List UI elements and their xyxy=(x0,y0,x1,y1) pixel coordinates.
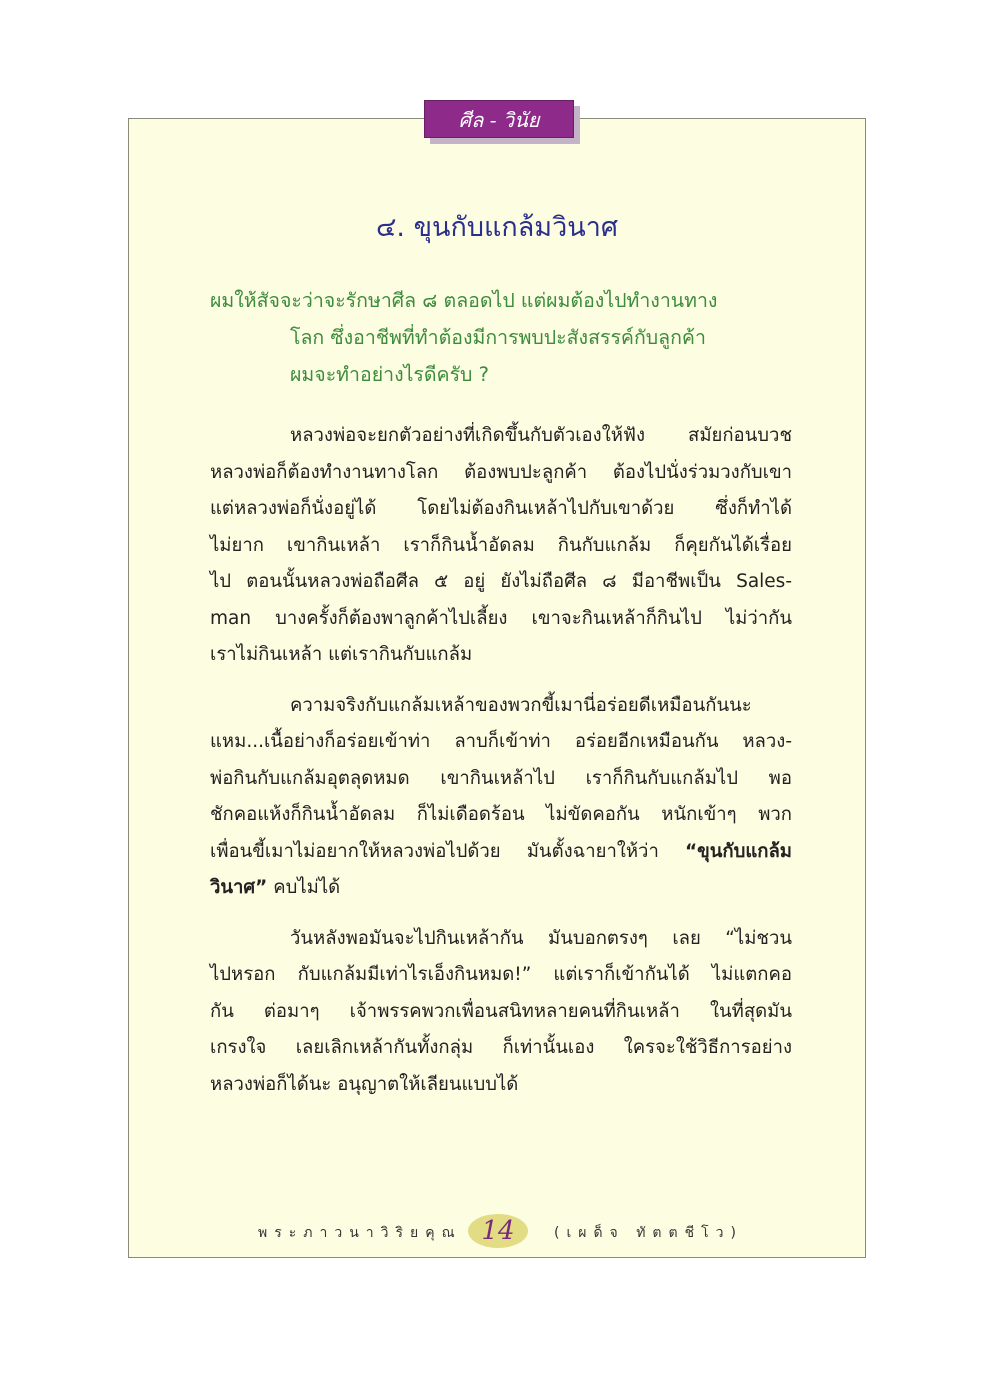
page-footer xyxy=(128,1210,866,1254)
paragraph-line: หลวงพ่อก็ต้องทำงานทางโลก ต้องพบปะลูกค้า ต้องไปนั่งร่วมวงกับเขา xyxy=(210,461,792,483)
paragraph-line: ความจริงกับแกล้มเหล้าของพวกขี้เมานี่อร่อยดีเหมือนกันนะ xyxy=(290,694,752,716)
paragraph-2 xyxy=(210,688,792,907)
page-number: 14 xyxy=(468,1214,528,1248)
paragraph-line: พ่อกินกับแกล้มอุตลุดหมด เขากินเหล้าไป เราก็กินกับแกล้มไป พอ xyxy=(210,767,792,789)
paragraph-line: man บางครั้งก็ต้องพาลูกค้าไปเลี้ยง เขาจะกินเหล้าก็กินไป ไม่ว่ากัน xyxy=(210,607,792,629)
paragraph-line: เกรงใจ เลยเลิกเหล้ากันทั้งกลุ่ม ก็เท่านั้นเอง ใครจะใช้วิธีการอย่าง xyxy=(210,1037,792,1058)
paragraph-line: ไป ตอนนั้นหลวงพ่อถือศีล ๕ อยู่ ยังไม่ถือศีล ๘ มีอาชีพเป็น Sales- xyxy=(210,571,792,592)
paragraph-3 xyxy=(210,921,792,1104)
paragraph-text: คบไม่ได้ xyxy=(267,877,341,898)
answer-body xyxy=(210,418,792,1117)
paragraph-line: หลวงพ่อก็ได้นะ อนุญาตให้เลียนแบบได้ xyxy=(210,1073,519,1095)
question-block xyxy=(210,282,810,393)
question-line: ผมให้สัจจะว่าจะรักษาศีล ๘ ตลอดไป แต่ผมต้องไปทำงานทาง xyxy=(210,289,718,312)
paragraph-line: แหม...เนื้อย่างก็อร่อยเข้าท่า ลาบก็เข้าท่า อร่อยอีกเหมือนกัน หลวง- xyxy=(210,731,792,752)
question-line: ผมจะทำอย่างไรดีครับ ? xyxy=(290,363,489,386)
nickname-bold: วินาศ” xyxy=(210,877,268,898)
chapter-title: ๔. ขุนกับแกล้มวินาศ xyxy=(375,212,618,243)
author-name: (เผด็จ ทัตตชีโว) xyxy=(554,1225,743,1241)
nickname-bold: “ขุนกับแกล้ม xyxy=(684,840,792,862)
paragraph-line: เราไม่กินเหล้า แต่เรากินกับแกล้ม xyxy=(210,644,473,665)
paragraph-text: เพื่อนขี้เมาไม่อยากให้หลวงพ่อไปด้วย มันตั้งฉายาให้ว่า xyxy=(210,840,659,862)
section-tab: ศีล - วินัย xyxy=(424,100,574,138)
paragraph-line: หลวงพ่อจะยกตัวอย่างที่เกิดขึ้นกับตัวเองให้ฟัง สมัยก่อนบวช xyxy=(290,425,792,446)
paragraph-line: ไปหรอก กับแกล้มมีเท่าไรเอ็งกินหมด!” แต่เราก็เข้ากันได้ ไม่แตกคอ xyxy=(210,964,792,985)
paragraph-line: ชักคอแห้งก็กินน้ำอัดลม ก็ไม่เดือดร้อน ไม่ขัดคอกัน หนักเข้าๆ พวก xyxy=(210,804,792,825)
paragraph-line xyxy=(210,834,792,871)
paragraph-1 xyxy=(210,418,792,674)
paragraph-line: วันหลังพอมันจะไปกินเหล้ากัน มันบอกตรงๆ เลย “ไม่ชวน xyxy=(290,927,792,949)
question-line: โลก ซึ่งอาชีพที่ทำต้องมีการพบปะสังสรรค์กับลูกค้า xyxy=(290,326,706,349)
paragraph-line: ไม่ยาก เขากินเหล้า เราก็กินน้ำอัดลม กินกับแกล้ม ก็คุยกันได้เรื่อย xyxy=(210,534,792,556)
paragraph-line: กัน ต่อมาๆ เจ้าพรรคพวกเพื่อนสนิทหลายคนที่กินเหล้า ในที่สุดมัน xyxy=(210,1000,792,1022)
paragraph-line: แต่หลวงพ่อก็นั่งอยู่ได้ โดยไม่ต้องกินเหล้าไปกับเขาด้วย ซึ่งก็ทำได้ xyxy=(210,498,792,519)
book-title: พระภาวนาวิริยคุณ xyxy=(258,1225,462,1241)
paragraph-line xyxy=(210,870,792,907)
